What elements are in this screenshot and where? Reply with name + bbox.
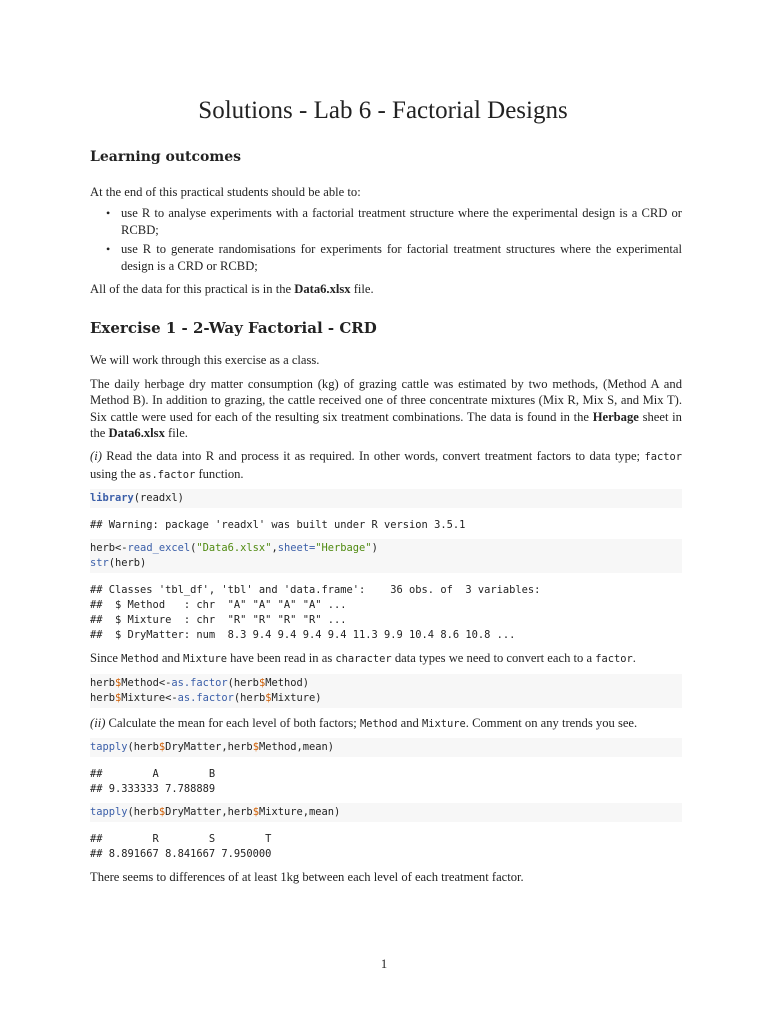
code-text: herb bbox=[90, 691, 116, 704]
code-function: tapply bbox=[90, 806, 128, 819]
outcome-text: use R to generate randomisations for experiments for factorial treatment structures where the experimental design is a CRD or RCBD; bbox=[121, 242, 682, 273]
description-suffix: file. bbox=[164, 426, 188, 441]
code-text: herb<- bbox=[90, 542, 128, 555]
code-function: library bbox=[90, 492, 134, 505]
code-operator: $ bbox=[265, 691, 272, 704]
part-ii-text: . Comment on any trends you see. bbox=[465, 715, 638, 730]
data-note bbox=[90, 281, 682, 297]
code-function: tapply bbox=[90, 741, 128, 754]
code-block-tapply-mixture bbox=[90, 803, 682, 822]
bullet-icon: • bbox=[106, 206, 111, 221]
part-ii-text: and bbox=[397, 715, 422, 730]
code-operator: $ bbox=[258, 676, 266, 689]
bullet-icon: • bbox=[106, 242, 111, 257]
data-file-name: Data6.xlsx bbox=[294, 282, 351, 297]
conversion-text: data types we need to convert each to a bbox=[391, 651, 596, 666]
outcomes-intro: At the end of this practical students should be able to: bbox=[90, 185, 361, 199]
inline-code-mixture: Mixture bbox=[421, 717, 466, 730]
code-text: DryMatter,herb bbox=[165, 806, 253, 819]
part-i-text: using the bbox=[90, 466, 139, 481]
learning-outcomes-heading: Learning outcomes bbox=[90, 149, 241, 165]
code-text: , bbox=[271, 542, 278, 555]
str-output: ## Classes 'tbl_df', 'tbl' and 'data.frame': 36 obs. of 3 variables: ## $ Method : chr "A" "A" "A" "A" ... ## $ Mixture : chr "R" "R" "R" "R" ... ## $ DryMatter: num 8.3 9.4 9.4 9.4 9.4 11.3 9.9 10.4 8.6 10.8 ... bbox=[90, 584, 541, 642]
code-string: "Data6.xlsx" bbox=[196, 542, 272, 555]
description-prefix: The daily herbage dry matter consumption (kg) of grazing cattle was estimated by two methods, (Method A and Method B). In addition to grazing, the cattle received one of three concentrate mixtures (Mix R, Mix S, and Mix T). Six cattle were used for each of the resulting six treatment combinations. The data is found in the bbox=[90, 376, 682, 424]
code-text: ) bbox=[371, 542, 378, 555]
code-block-library bbox=[90, 489, 682, 508]
conversion-note bbox=[90, 650, 682, 667]
mixture-means-output: ## R S T ## 8.891667 8.841667 7.950000 bbox=[90, 833, 272, 861]
inline-code-factor: factor bbox=[595, 653, 633, 666]
inline-code-method: Method bbox=[359, 717, 398, 730]
outcomes-list bbox=[90, 205, 682, 274]
code-args: (readxl) bbox=[133, 492, 184, 505]
code-function: read_excel bbox=[127, 542, 191, 555]
inline-code-factor: factor bbox=[644, 451, 682, 464]
code-operator: $ bbox=[158, 741, 166, 754]
inline-code-as-factor: as.factor bbox=[138, 468, 196, 481]
inline-code-method: Method bbox=[121, 653, 159, 666]
code-operator: $ bbox=[115, 691, 122, 704]
code-block-tapply-method bbox=[90, 738, 682, 757]
code-text: ( bbox=[190, 542, 197, 555]
data-note-prefix: All of the data for this practical is in the bbox=[90, 282, 295, 297]
code-block-read-excel bbox=[90, 539, 682, 573]
code-operator: $ bbox=[252, 741, 259, 754]
list-item bbox=[90, 205, 682, 238]
code-text: (herb bbox=[233, 691, 266, 704]
part-i-text: function. bbox=[195, 466, 244, 481]
code-argument: sheet= bbox=[277, 542, 316, 555]
code-text: (herb bbox=[127, 741, 159, 754]
data-note-suffix: file. bbox=[350, 282, 374, 297]
class-note: We will work through this exercise as a class. bbox=[90, 353, 320, 368]
page-title: Solutions - Lab 6 - Factorial Designs bbox=[198, 97, 568, 124]
inline-code-character: character bbox=[335, 653, 392, 666]
code-text: Mixture<- bbox=[121, 691, 178, 704]
code-text: (herb bbox=[127, 806, 159, 819]
outcome-text: use R to analyse experiments with a factorial treatment structure where the experimental design is a CRD or RCBD; bbox=[121, 206, 682, 237]
part-ii-instruction bbox=[90, 715, 682, 732]
code-text: Method,mean) bbox=[258, 741, 335, 754]
conversion-text: have been read in as bbox=[226, 651, 336, 666]
code-operator: $ bbox=[158, 806, 166, 819]
sheet-name: Herbage bbox=[592, 409, 639, 424]
code-text: Mixture,mean) bbox=[258, 806, 341, 819]
conclusion-text: There seems to differences of at least 1kg between each level of each treatment factor. bbox=[90, 870, 524, 885]
code-text: Mixture) bbox=[271, 691, 322, 704]
code-text: herb bbox=[90, 676, 116, 689]
part-i-text: Read the data into R and process it as required. In other words, convert treatment factors to data type; bbox=[101, 449, 645, 464]
description-mid: sheet in the bbox=[90, 409, 682, 441]
list-item bbox=[90, 241, 682, 274]
part-i-instruction bbox=[90, 448, 682, 483]
code-args: (herb) bbox=[108, 557, 147, 570]
code-function: as.factor bbox=[177, 691, 234, 704]
part-ii-text: Calculate the mean for each level of both factors; bbox=[105, 715, 360, 730]
code-function: str bbox=[90, 557, 109, 570]
code-text: Method<- bbox=[121, 676, 172, 689]
exercise-1-heading: Exercise 1 - 2-Way Factorial - CRD bbox=[90, 319, 377, 338]
conversion-text: Since bbox=[90, 651, 122, 666]
conversion-text: . bbox=[632, 651, 636, 666]
page-content bbox=[90, 93, 682, 886]
data-file-name: Data6.xlsx bbox=[108, 426, 165, 441]
code-block-as-factor bbox=[90, 674, 682, 708]
exercise-description bbox=[90, 376, 682, 442]
part-i-label: (i) bbox=[90, 449, 102, 464]
page-number: 1 bbox=[380, 957, 388, 971]
code-string: "Herbage" bbox=[315, 542, 372, 555]
code-operator: $ bbox=[115, 676, 122, 689]
code-text: DryMatter,herb bbox=[165, 741, 253, 754]
inline-code-mixture: Mixture bbox=[183, 653, 227, 666]
code-operator: $ bbox=[252, 806, 259, 819]
code-function: as.factor bbox=[171, 676, 228, 689]
code-text: (herb bbox=[227, 676, 259, 689]
code-text: Method) bbox=[265, 676, 309, 689]
method-means-output: ## A B ## 9.333333 7.788889 bbox=[90, 768, 216, 796]
warning-output: ## Warning: package 'readxl' was built under R version 3.5.1 bbox=[90, 519, 466, 532]
conversion-text: and bbox=[158, 651, 184, 666]
part-ii-label: (ii) bbox=[90, 715, 106, 730]
